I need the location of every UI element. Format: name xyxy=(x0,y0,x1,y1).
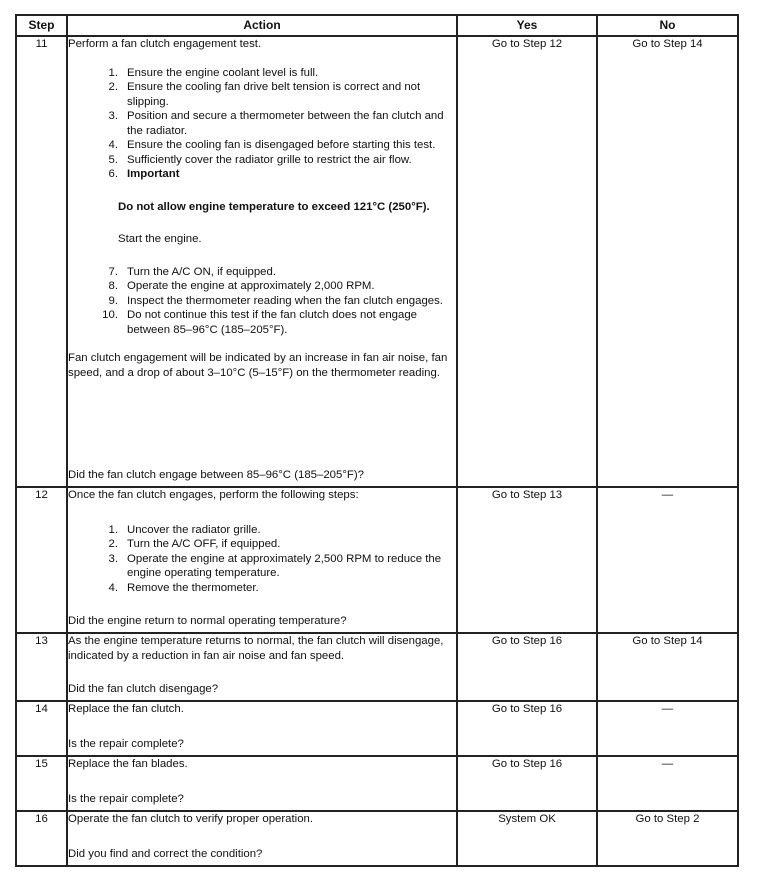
list-item: 3. Operate the engine at approximately 2,500 RPM to reduce the engine operating temperature. xyxy=(108,552,442,579)
action-cell xyxy=(67,701,457,756)
action-intro: Operate the fan clutch to verify proper operation. xyxy=(68,813,314,825)
action-intro: As the engine temperature returns to normal, the fan clutch will disengage, indicated by a reduction in fan air noise and fan speed. xyxy=(68,635,444,662)
action-cell xyxy=(67,487,457,633)
action-question: Did you find and correct the condition? xyxy=(68,847,263,860)
action-question: Did the fan clutch disengage? xyxy=(68,682,219,695)
no-result: Go to Step 14 xyxy=(597,36,738,487)
table-row-step-13 xyxy=(16,633,738,701)
list-item: 9. Inspect the thermometer reading when the fan clutch engages. xyxy=(108,294,443,307)
yes-result: Go to Step 16 xyxy=(457,633,597,701)
step-number: 14 xyxy=(16,701,67,756)
yes-result: Go to Step 16 xyxy=(457,756,597,811)
action-question: Is the repair complete? xyxy=(68,737,184,750)
step-number: 16 xyxy=(16,811,67,866)
list-item: 4. Ensure the cooling fan is disengaged before starting this test. xyxy=(108,139,436,151)
list-item: 2. Turn the A/C OFF, if equipped. xyxy=(108,538,281,550)
step-number: 13 xyxy=(16,633,67,701)
header-no: No xyxy=(597,15,738,36)
procedure-list xyxy=(68,66,456,182)
table-row-step-15 xyxy=(16,756,738,811)
list-item: 1. Uncover the radiator grille. xyxy=(108,523,261,536)
procedure-list-continued xyxy=(68,265,456,338)
diagnostic-table xyxy=(15,14,739,867)
list-item: 2. Ensure the cooling fan drive belt tension is correct and not slipping. xyxy=(108,81,421,108)
action-cell xyxy=(67,756,457,811)
yes-result: Go to Step 16 xyxy=(457,701,597,756)
step-number: 12 xyxy=(16,487,67,633)
start-engine-text: Start the engine. xyxy=(118,233,202,245)
action-intro: Replace the fan blades. xyxy=(68,758,188,770)
list-item: 3. Position and secure a thermometer between the fan clutch and the radiator. xyxy=(108,110,444,137)
action-cell xyxy=(67,811,457,866)
table-row-step-16 xyxy=(16,811,738,866)
action-question: Is the repair complete? xyxy=(68,792,184,805)
header-action: Action xyxy=(67,15,457,36)
action-intro: Replace the fan clutch. xyxy=(68,703,184,715)
header-yes: Yes xyxy=(457,15,597,36)
step-number: 11 xyxy=(16,36,67,487)
table-row-step-11 xyxy=(16,36,738,487)
yes-result: Go to Step 13 xyxy=(457,487,597,633)
no-result: — xyxy=(597,756,738,811)
no-result: — xyxy=(597,487,738,633)
yes-result: System OK xyxy=(457,811,597,866)
header-row xyxy=(16,15,738,36)
yes-result: Go to Step 12 xyxy=(457,36,597,487)
important-note: Do not allow engine temperature to exceed 121°C (250°F). xyxy=(118,200,430,213)
header-step: Step xyxy=(16,15,67,36)
list-item: 1. Ensure the engine coolant level is full. xyxy=(108,66,319,79)
step-number: 15 xyxy=(16,756,67,811)
action-cell xyxy=(67,633,457,701)
procedure-list xyxy=(68,523,456,596)
list-item: 8. Operate the engine at approximately 2,000 RPM. xyxy=(108,280,375,292)
engagement-note: Fan clutch engagement will be indicated by an increase in fan air noise, fan speed, and a drop of about 3–10°C (5–15°F) on the thermometer reading. xyxy=(68,352,448,379)
action-intro: Once the fan clutch engages, perform the following steps: xyxy=(68,489,359,501)
action-question: Did the engine return to normal operating temperature? xyxy=(68,614,347,627)
no-result: Go to Step 14 xyxy=(597,633,738,701)
list-item: 10. Do not continue this test if the fan clutch does not engage between 85–96°C (185–205°F). xyxy=(102,309,418,336)
action-cell xyxy=(67,36,457,487)
table-row-step-12 xyxy=(16,487,738,633)
list-item: 5. Sufficiently cover the radiator grille to restrict the air flow. xyxy=(108,153,412,166)
no-result: — xyxy=(597,701,738,756)
table-row-step-14 xyxy=(16,701,738,756)
list-item: 7. Turn the A/C ON, if equipped. xyxy=(108,265,277,278)
list-item-important: 6. Important xyxy=(108,168,180,180)
action-question: Did the fan clutch engage between 85–96°C (185–205°F)? xyxy=(68,468,364,481)
no-result: Go to Step 2 xyxy=(597,811,738,866)
action-intro: Perform a fan clutch engagement test. xyxy=(68,38,262,50)
list-item: 4. Remove the thermometer. xyxy=(108,581,259,594)
